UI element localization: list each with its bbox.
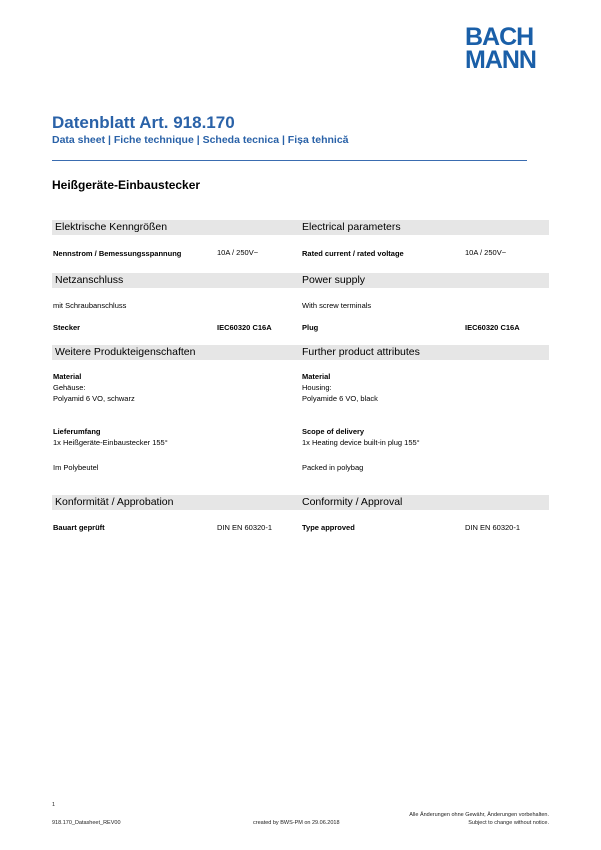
plug-value-en: IEC60320 C16A (465, 323, 520, 332)
type-approved-label-en: Type approved (302, 523, 355, 532)
plug-label-de: Stecker (53, 323, 81, 332)
product-name: Heißgeräte-Einbaustecker (52, 178, 201, 192)
notice-en: Subject to change without notice. (468, 820, 549, 826)
created-by: created by BWS-PM on 29.06.2018 (253, 820, 340, 826)
material-line1-de: Gehäuse: (53, 383, 86, 392)
rated-current-value-de: 10A / 250V~ (217, 248, 259, 257)
scope-line1-en: 1x Heating device built-in plug 155° (302, 438, 420, 447)
material-label-en: Material (302, 372, 331, 381)
packaging-en: Packed in polybag (302, 463, 364, 472)
section-header-attributes (52, 345, 549, 360)
section-title-de: Weitere Produkteigenschaften (55, 346, 196, 358)
section-title-de: Netzanschluss (55, 274, 124, 286)
type-approved-label-de: Bauart geprüft (53, 523, 105, 532)
section-title-en: Conformity / Approval (302, 496, 403, 508)
material-line1-en: Housing: (302, 383, 332, 392)
plug-label-en: Plug (302, 323, 319, 332)
section-title-en: Electrical parameters (302, 221, 401, 233)
document-id: 918.170_Datasheet_REV00 (52, 820, 121, 826)
type-approved-value-de: DIN EN 60320-1 (217, 523, 273, 532)
terminal-note-de: mit Schraubanschluss (53, 301, 127, 310)
plug-value-de: IEC60320 C16A (217, 323, 272, 332)
type-approved-value-en: DIN EN 60320-1 (465, 523, 521, 532)
section-title-de: Elektrische Kenngrößen (55, 221, 168, 233)
scope-label-de: Lieferumfang (53, 427, 101, 436)
page-number: 1 (52, 802, 56, 808)
notice-de: Alle Änderungen ohne Gewähr, Änderungen vorbehalten. (409, 812, 549, 818)
title-divider (52, 160, 527, 161)
section-title-en: Further product attributes (302, 346, 420, 358)
material-line2-de: Polyamid 6 VO, schwarz (53, 394, 135, 403)
section-title-en: Power supply (302, 274, 366, 286)
rated-current-value-en: 10A / 250V~ (465, 248, 507, 257)
material-label-de: Material (53, 372, 82, 381)
section-header-power (52, 273, 549, 288)
material-line2-en: Polyamide 6 VO, black (302, 394, 378, 403)
bachmann-logo (465, 23, 550, 74)
scope-line1-de: 1x Heißgeräte-Einbaustecker 155° (53, 438, 168, 447)
logo-line-1: BACH (465, 23, 534, 51)
rated-current-label-de: Nennstrom / Bemessungsspannung (53, 249, 182, 258)
rated-current-label-en: Rated current / rated voltage (302, 249, 404, 258)
section-header-conformity (52, 495, 549, 510)
scope-label-en: Scope of delivery (302, 427, 365, 436)
terminal-note-en: With screw terminals (302, 301, 372, 310)
page-subtitle: Data sheet | Fiche technique | Scheda tecnica | Fișa tehnică (52, 134, 349, 146)
section-header-electrical (52, 220, 549, 235)
section-title-de: Konformität / Approbation (55, 496, 174, 508)
page-title: Datenblatt Art. 918.170 (52, 113, 235, 132)
packaging-de: Im Polybeutel (53, 463, 99, 472)
logo-line-2: MANN (465, 46, 536, 74)
